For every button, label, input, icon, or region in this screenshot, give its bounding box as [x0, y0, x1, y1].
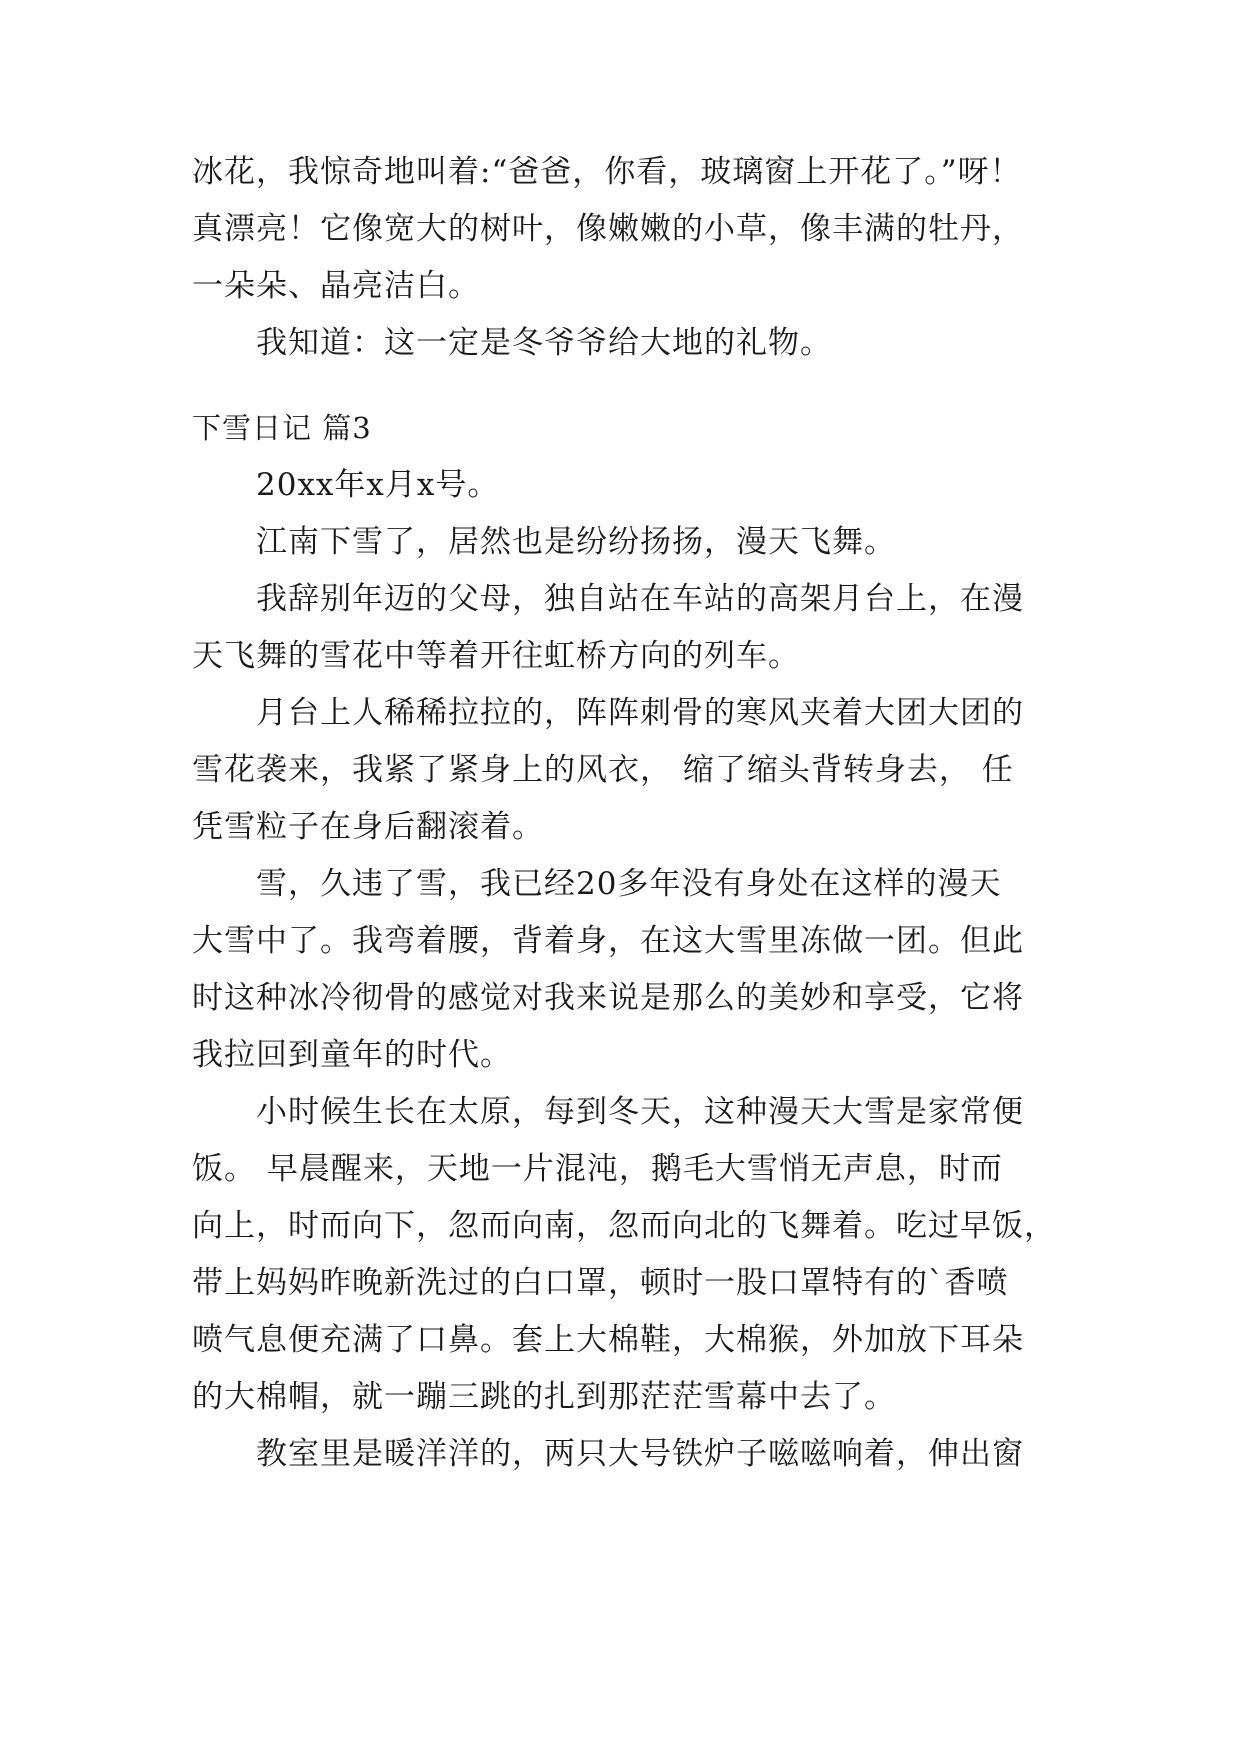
text-line: 我拉回到童年的时代。: [192, 1037, 512, 1073]
text-line: 雪花袭来，我紧了紧身上的风衣， 缩了缩头背转身去， 任: [192, 752, 1014, 788]
text-line: 喷气息便充满了口鼻。套上大棉鞋，大棉猴，外加放下耳朵: [192, 1322, 1024, 1358]
text-line: 雪，久违了雪，我已经20多年没有身处在这样的漫天: [256, 866, 1002, 902]
text-line: 小时候生长在太原，每到冬天，这种漫天大雪是家常便: [256, 1094, 1024, 1130]
text-line: 江南下雪了，居然也是纷纷扬扬，漫天飞舞。: [256, 524, 896, 560]
text-line: 天飞舞的雪花中等着开往虹桥方向的列车。: [192, 638, 800, 674]
text-line: 饭。 早晨醒来，天地一片混沌，鹅毛大雪悄无声息，时而: [192, 1151, 1003, 1187]
text-line: 的大棉帽，就一蹦三跳的扎到那茫茫雪幕中去了。: [192, 1379, 896, 1415]
text-line: 月台上人稀稀拉拉的，阵阵刺骨的寒风夹着大团大团的: [256, 695, 1024, 731]
text-line: 冰花，我惊奇地叫着:“爸爸，你看，玻璃窗上开花了。”呀！: [192, 154, 1022, 190]
text-line: 教室里是暖洋洋的，两只大号铁炉子嗞嗞响着，伸出窗: [256, 1436, 1024, 1472]
text-line: 20xx年x月x号。: [256, 467, 500, 503]
text-line: 向上，时而向下，忽而向南，忽而向北的飞舞着。吃过早饭，: [192, 1208, 1056, 1244]
section-title: 下雪日记 篇3: [192, 411, 372, 445]
text-line: 一朵朵、晶亮洁白。: [192, 268, 480, 304]
text-line: 我辞别年迈的父母，独自站在车站的高架月台上，在漫: [256, 581, 1024, 617]
text-line: 真漂亮！它像宽大的树叶，像嫩嫩的小草，像丰满的牡丹，: [192, 211, 1024, 247]
text-line: 时这种冰冷彻骨的感觉对我来说是那么的美妙和享受，它将: [192, 980, 1024, 1016]
text-line: 凭雪粒子在身后翻滚着。: [192, 809, 544, 845]
text-line: 带上妈妈昨晚新洗过的白口罩，顿时一股口罩特有的`香喷: [192, 1265, 1009, 1301]
text-line: 大雪中了。我弯着腰，背着身，在这大雪里冻做一团。但此: [192, 923, 1024, 959]
text-line: 我知道：这一定是冬爷爷给大地的礼物。: [256, 325, 832, 361]
